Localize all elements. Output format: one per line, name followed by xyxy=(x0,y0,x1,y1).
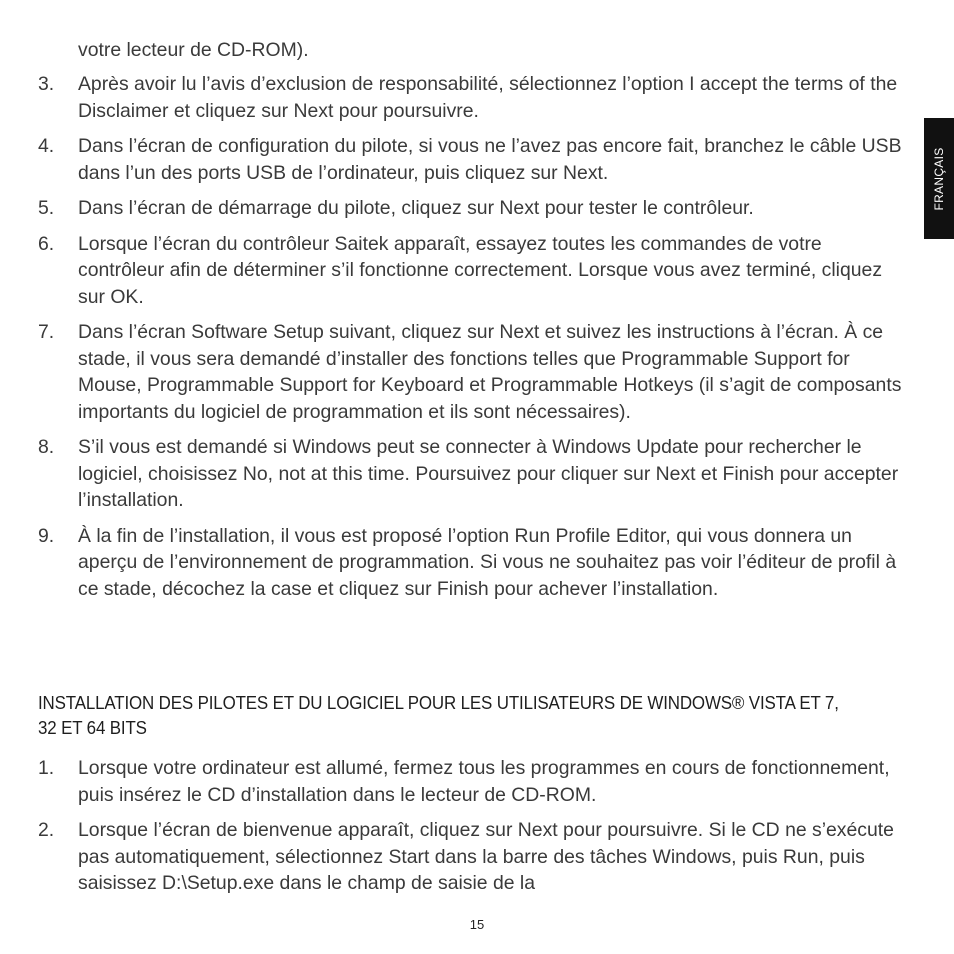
language-side-tab-label: FRANÇAIS xyxy=(932,146,946,211)
list-item xyxy=(38,231,908,311)
list-item xyxy=(38,195,908,222)
page-number: 15 xyxy=(469,917,485,932)
language-side-tab xyxy=(924,118,954,239)
list-item xyxy=(38,523,908,603)
list-item-text: Dans l’écran de démarrage du pilote, cliquez sur Next pour tester le contrôleur. xyxy=(78,197,754,219)
list-item-number: 7. xyxy=(38,321,55,343)
list-item-number: 4. xyxy=(38,135,55,157)
list-item-number: 8. xyxy=(38,436,55,458)
list-item-text: Après avoir lu l’avis d’exclusion de responsabilité, sélectionnez l’option I accept the terms of the Disclaimer et cliquez sur Next pour poursuivre. xyxy=(78,73,898,122)
list-item-text: Dans l’écran Software Setup suivant, cliquez sur Next et suivez les instructions à l’écran. À ce stade, il vous sera demandé d’installer des fonctions telles que Programmable Support for Mouse, Programmable Support for Keyboard et Programmable Hotkeys (il s’agit de composants importants du logiciel de programmation et ils sont nécessaires). xyxy=(78,321,902,423)
list-item-number: 2. xyxy=(38,819,55,841)
continuation-text: votre lecteur de CD-ROM). xyxy=(78,39,309,61)
list-item-text: S’il vous est demandé si Windows peut se connecter à Windows Update pour rechercher le logiciel, choisissez No, not at this time. Poursuivez pour cliquer sur Next et Finish pour accepter l’installation. xyxy=(78,436,899,511)
list-item-text: Dans l’écran de configuration du pilote, si vous ne l’avez pas encore fait, branchez le câble USB dans l’un des ports USB de l’ordinateur, puis cliquez sur Next. xyxy=(78,135,902,184)
install-steps-list-one xyxy=(38,71,908,611)
list-item xyxy=(38,817,908,897)
list-item-number: 6. xyxy=(38,232,55,255)
list-item-text: À la fin de l’installation, il vous est proposé l’option Run Profile Editor, qui vous donnera un aperçu de l’environnement de programmation. Si vous ne souhaitez pas voir l’éditeur de profil à ce stade, décochez la case et cliquez sur Finish pour achever l’installation. xyxy=(78,524,897,600)
list-item xyxy=(38,133,908,186)
list-item xyxy=(38,434,908,514)
list-item-number: 5. xyxy=(38,197,55,219)
install-steps-list-two xyxy=(38,755,908,906)
list-item-number: 3. xyxy=(38,73,55,95)
list-item-number: 1. xyxy=(38,757,55,779)
list-item-text: Lorsque l’écran de bienvenue apparaît, cliquez sur Next pour poursuivre. Si le CD ne s’exécute pas automatiquement, sélectionnez Start dans la barre des tâches Windows, puis Run, puis saisissez D:\Setup.exe dans le champ de saisie de la xyxy=(78,819,894,894)
list-item-text: Lorsque l’écran du contrôleur Saitek apparaît, essayez toutes les commandes de votre contrôleur afin de déterminer s’il fonctionne correctement. Lorsque vous avez terminé, cliquez sur OK. xyxy=(78,232,883,308)
list-item-text: Lorsque votre ordinateur est allumé, fermez tous les programmes en cours de fonctionnement, puis insérez le CD d’installation dans le lecteur de CD-ROM. xyxy=(78,757,890,806)
list-item xyxy=(38,71,908,124)
list-item-number: 9. xyxy=(38,524,55,547)
list-item xyxy=(38,319,908,425)
list-item xyxy=(38,755,908,808)
section-heading: INSTALLATION DES PILOTES ET DU LOGICIEL POUR LES UTILISATEURS DE WINDOWS® VISTA ET 7, 32 ET 64 BITS xyxy=(38,693,839,738)
